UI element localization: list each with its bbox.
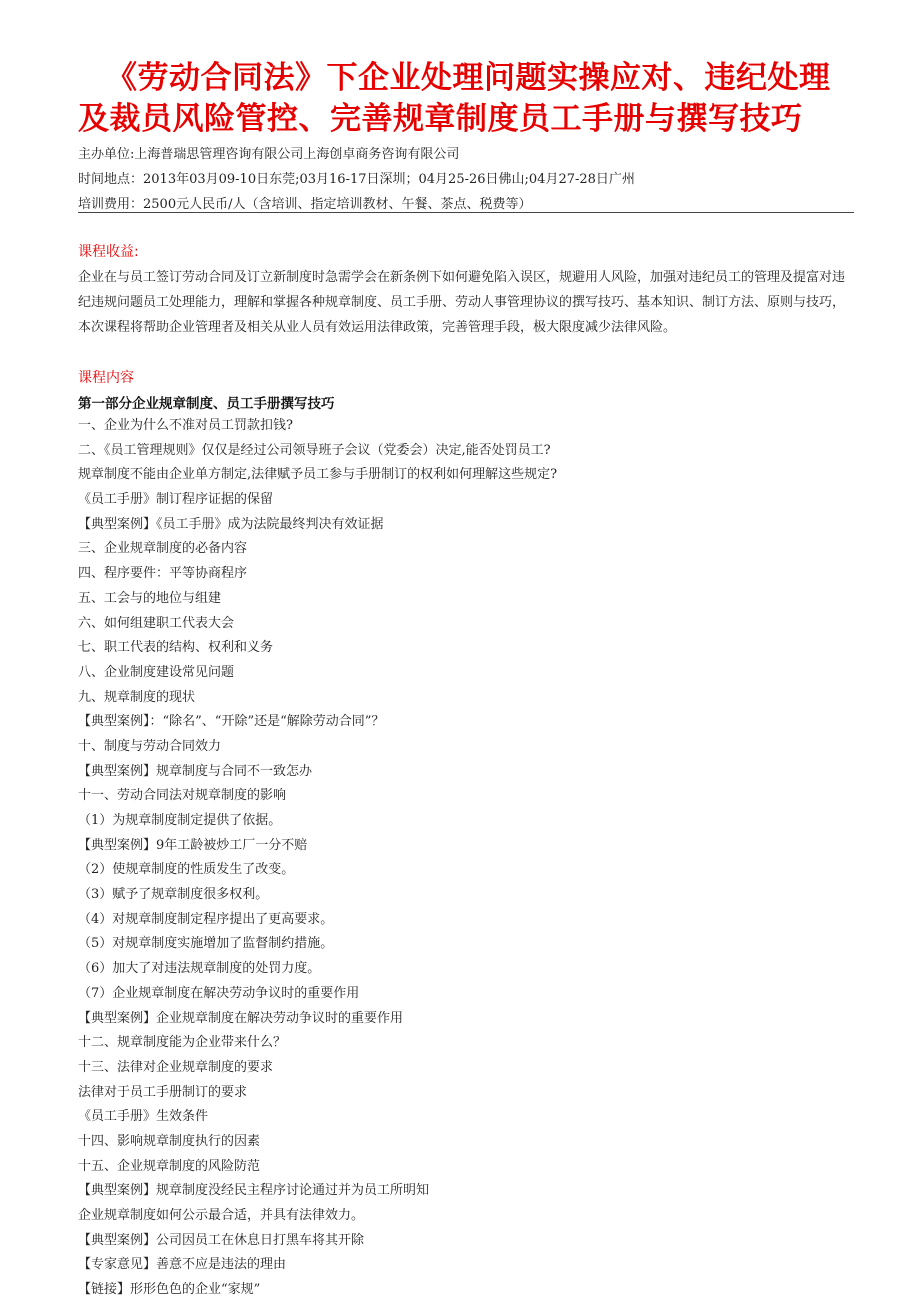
list-item: 【典型案例】企业规章制度在解决劳动争议时的重要作用 — [78, 1010, 404, 1026]
course-outline-list — [78, 414, 858, 1303]
list-item: 【典型案例】9年工龄被炒工厂一分不赔 — [78, 837, 308, 853]
list-item: 企业规章制度如何公示最合适，并具有法律效力。 — [78, 1208, 365, 1223]
title-line-1: 《劳动合同法》下企业处理问题实操应对、违纪处理 — [106, 60, 831, 96]
list-item: （6）加大了对违法规章制度的处罚力度。 — [78, 961, 321, 977]
organizer-line: 主办单位:上海普瑞思管理咨询有限公司上海创卓商务咨询有限公司 — [78, 147, 460, 162]
benefits-paragraph: 企业在与员工签订劳动合同及订立新制度时急需学会在新条例下如何避免陷入误区，规避用人风险，加强对违纪员工的管理及提富对违纪违规问题员工处理能力，理解和掌握各种规章制度、员工手册、劳动人事管理协议的撰写技巧、基本知识、制订方法、原则与技巧，本次课程将帮助企业管理者及相关从业人员有效运用法律政策，完善管理手段，极大限度减少法律风险。 — [78, 270, 846, 335]
part1-title: 第一部分企业规章制度、员工手册撰写技巧 — [78, 396, 335, 412]
list-item: 【链接】形形色色的企业“家规” — [78, 1282, 261, 1298]
list-item: 十二、规章制度能为企业带来什么？ — [78, 1035, 287, 1051]
list-item: 十、制度与劳动合同效力 — [78, 738, 222, 754]
list-item: 【专家意见】善意不应是违法的理由 — [78, 1257, 287, 1273]
page-title — [78, 58, 878, 140]
list-item: 【典型案例】公司因员工在休息日打黑车将其开除 — [78, 1232, 365, 1248]
list-item: 【典型案例】规章制度没经民主程序讨论通过并为员工所明知 — [78, 1183, 430, 1199]
list-item: 十四、影响规章制度执行的因素 — [78, 1133, 261, 1149]
list-item: 法律对于员工手册制订的要求 — [78, 1084, 248, 1100]
list-item: 一、企业为什么不准对员工罚款扣钱? — [78, 418, 293, 433]
list-item: 八、企业制度建设常见问题 — [78, 664, 235, 680]
list-item: （7）企业规章制度在解决劳动争议时的重要作用 — [78, 985, 360, 1001]
list-item: 十一、劳动合同法对规章制度的影响 — [78, 788, 287, 804]
list-item: 七、职工代表的结构、权利和义务 — [78, 640, 274, 656]
fee-line: 培训费用：2500元人民币/人（含培训、指定培训教材、午餐、茶点、税费等） — [78, 197, 532, 212]
list-item: （5）对规章制度实施增加了监督制约措施。 — [78, 936, 334, 952]
list-item: 十五、企业规章制度的风险防范 — [78, 1158, 261, 1174]
list-item: 规章制度不能由企业单方制定,法律赋予员工参与手册制订的权利如何理解这些规定? — [78, 467, 558, 483]
list-item: 【典型案例】《员工手册》成为法院最终判决有效证据 — [78, 516, 384, 532]
list-item: 四、程序要件：平等协商程序 — [78, 566, 248, 582]
list-item: 三、企业规章制度的必备内容 — [78, 541, 248, 557]
list-item: 五、工会与的地位与组建 — [78, 590, 222, 606]
list-item: 六、如何组建职工代表大会 — [78, 615, 235, 631]
list-item: （2）使规章制度的性质发生了改变。 — [78, 862, 295, 878]
header-divider — [78, 212, 854, 213]
benefits-heading: 课程收益: — [78, 244, 139, 260]
time-place-line: 时间地点：2013年03月09-10日东莞;03月16-17日深圳；04月25-26日佛山;04月27-28日广州 — [78, 172, 635, 187]
list-item: 【典型案例】规章制度与合同不一致怎办 — [78, 763, 313, 779]
list-item: 九、规章制度的现状 — [78, 689, 196, 705]
list-item: （3）赋予了规章制度很多权利。 — [78, 887, 269, 903]
list-item: （4）对规章制度制定程序提出了更高要求。 — [78, 911, 334, 927]
list-item: 《员工手册》制订程序证据的保留 — [78, 492, 274, 508]
list-item: 十三、法律对企业规章制度的要求 — [78, 1059, 274, 1075]
list-item: （1）为规章制度制定提供了依据。 — [78, 813, 282, 828]
list-item: 二、《员工管理规则》仅仅是经过公司领导班子会议（党委会）决定,能否处罚员工? — [78, 442, 551, 458]
content-heading: 课程内容 — [78, 370, 134, 386]
list-item: 【典型案例】：“除名”、“开除”还是“解除劳动合同”？ — [78, 714, 385, 730]
title-line-2: 及裁员风险管控、完善规章制度员工手册与撰写技巧 — [78, 101, 803, 137]
list-item: 《员工手册》生效条件 — [78, 1109, 209, 1125]
